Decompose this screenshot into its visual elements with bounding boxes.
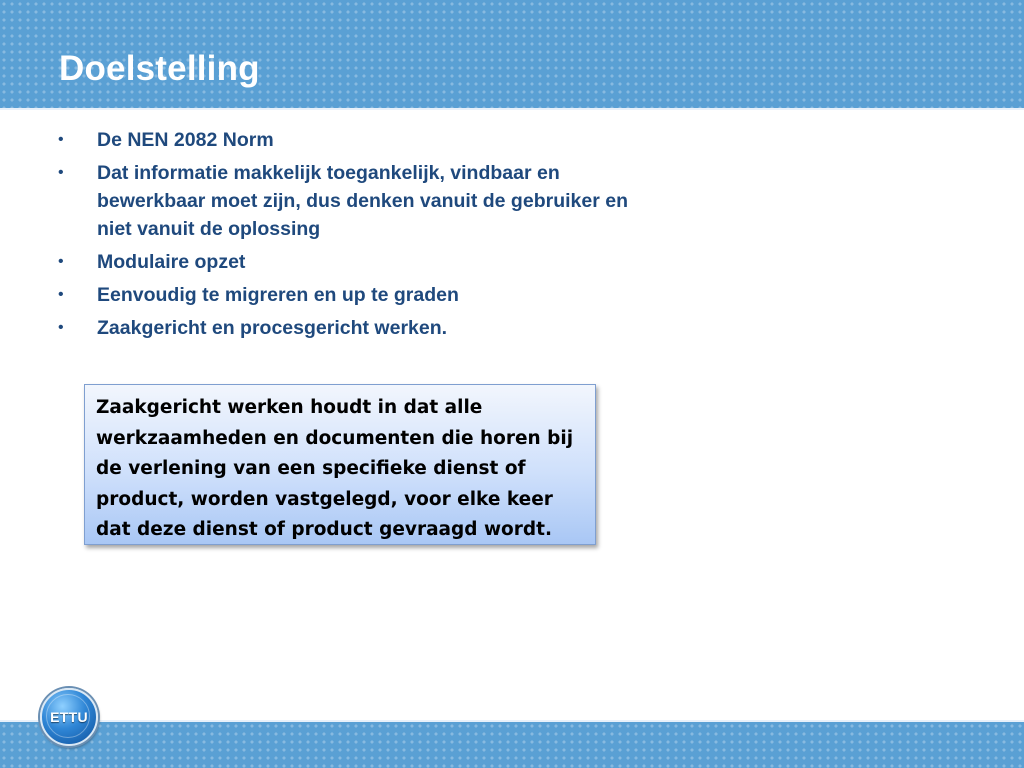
bullet-text: De NEN 2082 Norm [97, 129, 274, 151]
bullet-item [58, 126, 658, 154]
bullet-item [58, 281, 658, 309]
bullet-marker: • [58, 253, 64, 270]
bullet-text: Modulaire opzet [97, 251, 246, 273]
bullet-text: Dat informatie makkelijk toegankelijk, vindbaar en bewerkbaar moet zijn, dus denken vanuit de gebruiker en niet vanuit de oplossing [97, 162, 628, 240]
bullet-text: Zaakgericht en procesgericht werken. [97, 317, 448, 339]
bullet-item [58, 314, 658, 342]
ettu-logo [40, 688, 98, 746]
logo-text: ETTU [50, 709, 88, 725]
bullet-item [58, 248, 658, 276]
footer-band [0, 720, 1024, 768]
bullet-list [58, 126, 658, 347]
bullet-text: Eenvoudig te migreren en up te graden [97, 284, 459, 306]
bullet-item [58, 159, 658, 243]
slide-title: Doelstelling [59, 49, 260, 88]
bullet-marker: • [58, 319, 64, 336]
bullet-marker: • [58, 286, 64, 303]
bullet-marker: • [58, 164, 64, 181]
bullet-marker: • [58, 131, 64, 148]
definition-callout-box: Zaakgericht werken houdt in dat alle werkzaamheden en documenten die horen bij de verlening van een specifieke dienst of product, worden vastgelegd, voor elke keer dat deze dienst of product gevraagd wordt. [84, 384, 596, 545]
